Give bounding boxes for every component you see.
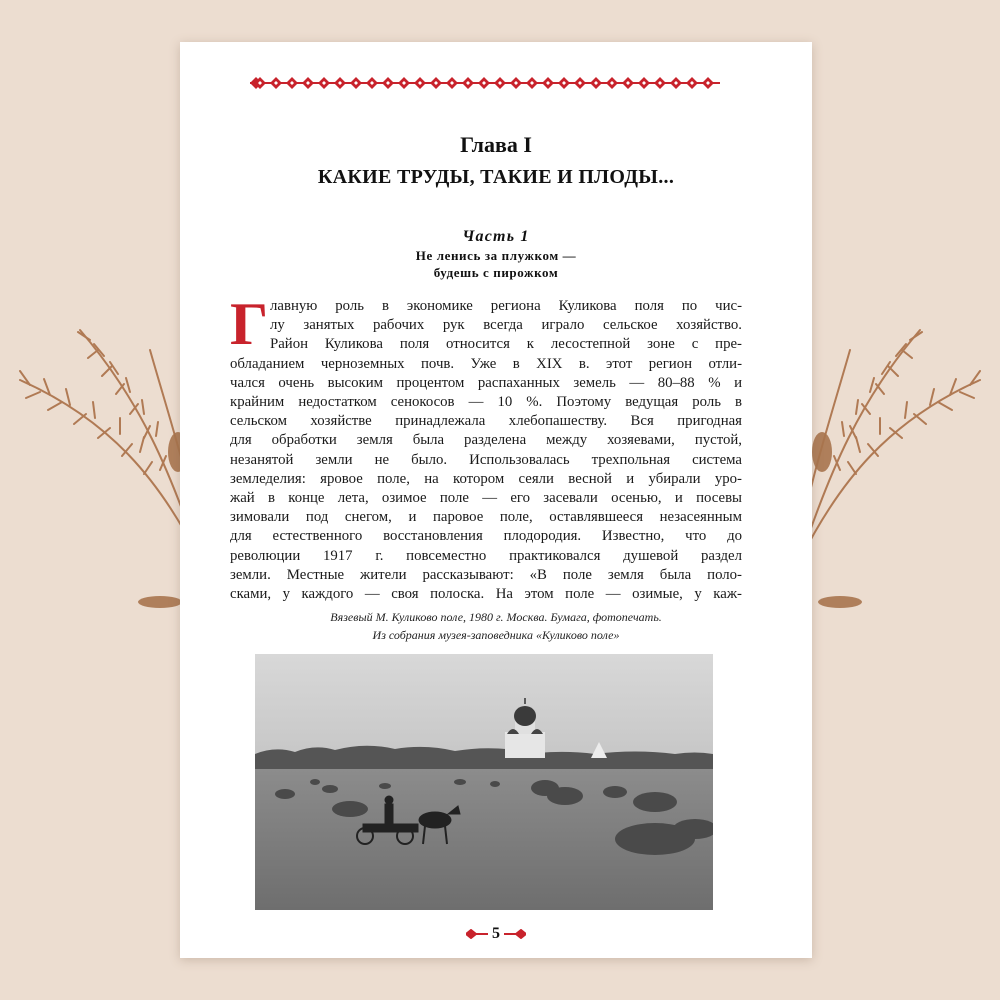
top-ornament-border	[250, 74, 720, 92]
photo-caption-line-1: Вязевый М. Куликово поле, 1980 г. Москва. Бумага, фотопечать.	[330, 610, 662, 624]
photo-caption-line-2: Из собрания музея-заповедника «Куликово поле»	[372, 628, 620, 642]
body-line: незанятой земли не было. Использовалась трехпольная система	[230, 451, 742, 468]
page-number	[180, 925, 812, 943]
page-number-ornament-right	[504, 929, 526, 939]
part-subtitle-line-1: Не ленись за плужком —	[415, 248, 577, 263]
body-line: лавную роль в экономике региона Куликова поля по чис-	[270, 298, 742, 314]
body-line: сками, у каждого — своя полоска. На этом поле — озимые, у каж-	[230, 586, 742, 603]
part-label: Часть 1	[462, 228, 530, 245]
body-line: для обработки земля была разделена между хозяевами, пустой,	[230, 432, 742, 449]
body-line: для естественного восстановления плодородия. Известно, что до	[230, 528, 742, 545]
body-line: жай в конце лета, озимое поле — его засевали осенью, и посевы	[230, 490, 742, 507]
body-line: зимовали под снегом, и паровое поле, оставлявшееся незасеянным	[230, 509, 742, 526]
body-line: крайним недостатком сенокосов — 10 %. Поэтому ведущая роль в	[230, 394, 742, 411]
body-line: лу занятых рабочих рук всегда играло сельское хозяйство.	[270, 317, 742, 334]
chapter-number: Глава I	[460, 132, 532, 157]
body-paragraph	[230, 291, 742, 604]
body-line: сельском хозяйстве принадлежала хлебопашеству. Вся пригодная	[230, 413, 742, 430]
body-line: революции 1917 г. повсеместно практиковался душевой раздел	[230, 547, 742, 564]
field-photograph	[255, 654, 713, 910]
drop-cap: Г	[230, 291, 269, 357]
page-number-value: 5	[492, 925, 500, 942]
body-line: обладанием черноземных почв. Уже в XIX в. этот регион отли-	[230, 355, 742, 372]
body-line: земледелия: яровое поле, на котором сеяли весной и убирали уро-	[230, 470, 742, 487]
chapter-title: КАКИЕ ТРУДЫ, ТАКИЕ И ПЛОДЫ...	[317, 166, 675, 188]
part-subtitle-line-2: будешь с пирожком	[433, 265, 559, 280]
body-line: земли. Местные жители рассказывают: «В поле земля была поло-	[230, 566, 742, 583]
book-page	[180, 42, 812, 958]
body-line: чался очень высоким процентом распаханных земель — 80–88 % и	[230, 374, 742, 391]
body-line: Район Куликова поля относится к лесостепной зоне с пре-	[270, 336, 742, 353]
page-number-ornament-left	[466, 929, 488, 939]
